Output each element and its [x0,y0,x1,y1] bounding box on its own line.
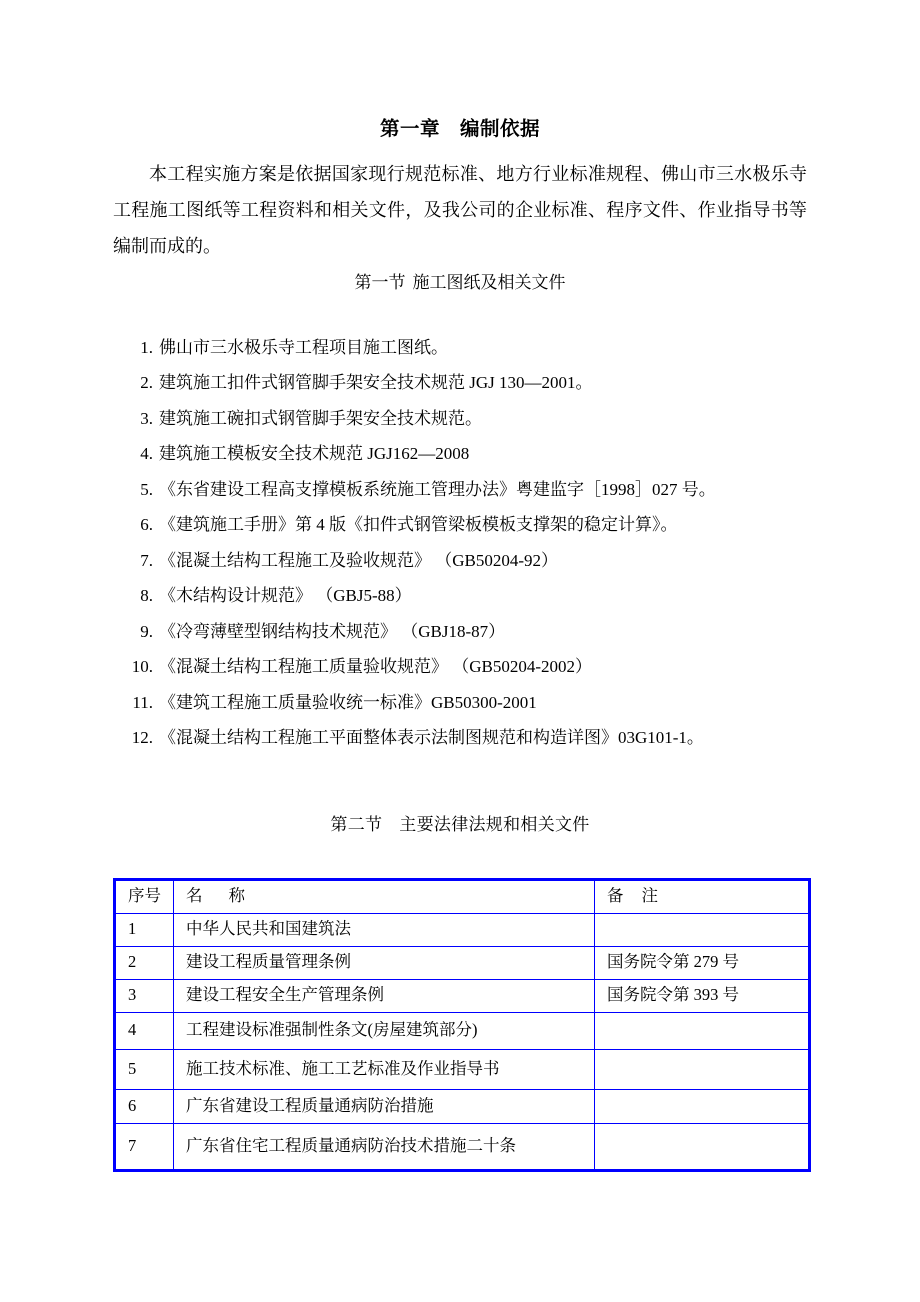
table-cell-remark: 国务院令第 279 号 [595,947,808,980]
section-heading-2 [113,756,807,842]
table-header-no: 序号 [116,881,174,914]
list-item-number: 9. [140,621,153,641]
table-cell-name: 建设工程安全生产管理条例 [174,980,595,1013]
table-row [116,1050,808,1090]
list-item-text: 《建筑工程施工质量验收统一标准》GB50300-2001 [159,692,537,712]
intro-paragraph: 本工程实施方案是依据国家现行规范标准、地方行业标准规程、佛山市三水极乐寺工程施工图纸等工程资料和相关文件，及我公司的企业标准、程序文件、作业指导书等编制而成的。 [113,163,807,256]
table-cell-remark [595,1124,808,1169]
list-item-text: 佛山市三水极乐寺工程项目施工图纸。 [159,337,448,357]
law-table [113,878,811,1172]
list-item [113,472,807,508]
table-cell-name: 广东省建设工程质量通病防治措施 [174,1090,595,1124]
table-cell-no: 5 [116,1050,174,1090]
table-cell-remark [595,1050,808,1090]
page-title [113,0,807,140]
list-item-number: 2. [140,373,153,392]
table-cell-name: 工程建设标准强制性条文(房屋建筑部分) [174,1013,595,1050]
table-row [116,1090,808,1124]
table-cell-name: 建设工程质量管理条例 [174,947,595,980]
list-item-number: 1. [140,337,153,357]
table-header-name-b: 称 [228,886,245,906]
table-cell-remark [595,1013,808,1050]
list-item [113,330,807,366]
table-cell-no: 3 [116,980,174,1013]
list-item [113,507,807,543]
table-cell-name: 中华人民共和国建筑法 [174,914,595,947]
list-item-text: 《建筑施工手册》第 4 版《扣件式钢管梁板模板支撑架的稳定计算》。 [159,515,678,534]
list-item [113,578,807,614]
table-cell-no: 2 [116,947,174,980]
table-header-row [116,881,808,914]
list-item [113,543,807,579]
table-cell-name: 广东省住宅工程质量通病防治技术措施二十条 [174,1124,595,1169]
table-header-remark [595,881,808,914]
table-row [116,947,808,980]
page-content [113,0,807,1172]
list-item-text: 《混凝土结构工程施工质量验收规范》 （GB50204-2002） [159,657,593,676]
law-table-container [113,842,807,1172]
list-item-text: 《木结构设计规范》 （GBJ5-88） [159,586,412,605]
table-cell-name: 施工技术标准、施工工艺标准及作业指导书 [174,1050,595,1090]
table-cell-no: 4 [116,1013,174,1050]
table-cell-remark [595,1090,808,1124]
list-item-number: 11. [132,692,153,712]
table-header-remark-a: 备 [607,886,624,906]
section-2-title: 主要法律法规和相关文件 [399,814,590,834]
table-row [116,1124,808,1169]
table-row [116,914,808,947]
list-item-number: 5. [140,479,153,499]
table-row [116,1013,808,1050]
list-item-number: 6. [140,515,153,534]
table-cell-no: 6 [116,1090,174,1124]
list-item [113,614,807,650]
table-header-name-a: 名 [186,886,203,906]
list-item-number: 12. [131,728,153,747]
list-item [113,649,807,685]
section-1-title: 施工图纸及相关文件 [412,272,566,292]
section-heading-1 [113,264,807,300]
table-cell-remark: 国务院令第 393 号 [595,980,808,1013]
list-item [113,720,807,756]
list-item-number: 8. [140,586,153,605]
list-item [113,365,807,401]
section-1-label: 第一节 [354,272,406,292]
list-item-number: 10. [131,657,153,676]
list-item-number: 7. [140,550,153,570]
table-cell-remark [595,914,808,947]
list-item [113,436,807,472]
chapter-label: 第一章 [379,118,440,140]
table-row [116,980,808,1013]
table-header-remark-b: 注 [641,886,658,906]
table-cell-no: 7 [116,1124,174,1169]
section-2-label: 第二节 [330,814,383,834]
list-item-number: 4. [140,444,153,463]
list-item-text: 建筑施工模板安全技术规范 JGJ162—2008 [159,444,470,463]
reference-list [113,300,807,756]
list-item [113,685,807,721]
list-item-text: 《混凝土结构工程施工平面整体表示法制图规范和构造详图》03G101-1。 [159,728,704,747]
table-header-name [174,881,595,914]
list-item-text: 建筑施工碗扣式钢管脚手架安全技术规范。 [159,408,482,428]
list-item-text: 《东省建设工程高支撑模板系统施工管理办法》粤建监字［1998］027 号。 [159,479,716,499]
chapter-name: 编制依据 [460,118,541,140]
list-item-text: 《混凝土结构工程施工及验收规范》 （GB50204-92） [159,550,559,570]
list-item-number: 3. [140,408,153,428]
list-item-text: 建筑施工扣件式钢管脚手架安全技术规范 JGJ 130—2001。 [159,373,593,392]
list-item-text: 《冷弯薄壁型钢结构技术规范》 （GBJ18-87） [159,621,506,641]
table-cell-no: 1 [116,914,174,947]
list-item [113,401,807,437]
